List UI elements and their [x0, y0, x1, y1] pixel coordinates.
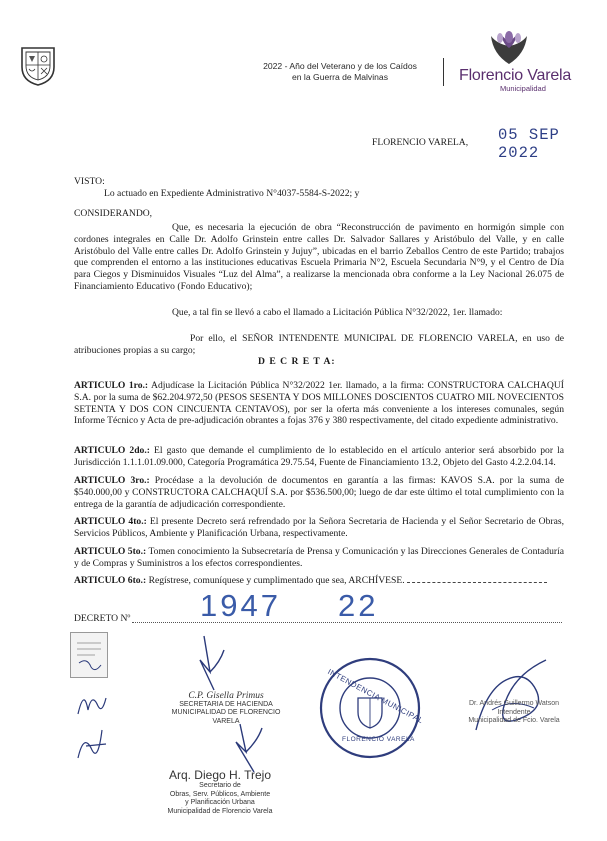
article-6	[74, 575, 564, 587]
header-motto	[242, 61, 438, 82]
municipal-crest	[18, 45, 58, 87]
primus-signature-scribble	[180, 632, 240, 694]
watson-name: Dr. Andrés Guillermo Watson	[469, 700, 559, 707]
considerando-paragraph-3: Por ello, el SEÑOR INTENDENTE MUNICIPAL DE FLORENCIO VARELA, en uso de atribuciones propias a su cargo;	[74, 333, 564, 356]
trejo-role4: Municipalidad de Florencio Varela	[167, 807, 273, 815]
article-5	[74, 546, 564, 570]
seal-bottom-text: FLORENCIO VARELA	[342, 736, 415, 743]
watson-role1: Intendente	[497, 708, 531, 716]
place-label: FLORENCIO VARELA,	[372, 137, 469, 148]
header-motto-line1: 2022 - Año del Veterano y de los Caídos	[263, 61, 417, 71]
article-4	[74, 516, 564, 540]
article-5-label: ARTICULO 5to.:	[74, 546, 147, 557]
decreta-heading: D E C R E T A:	[258, 356, 336, 367]
seal-text: INTENDENCIA MUNICIPAL	[326, 667, 425, 726]
primus-role2: MUNICIPALIDAD DE FLORENCIO VARELA	[171, 709, 281, 725]
article-6-fill-line	[407, 582, 547, 583]
article-2-label: ARTICULO 2do.:	[74, 445, 150, 456]
initial-signature-scribble-1	[70, 680, 110, 720]
article-1-text: Adjudícase la Licitación Pública N°32/2022 1er. llamado, a la firma: CONSTRUCTORA CALCHAQUÍ S.A. por la suma de $62.204.972,50 (PESOS SESENTA Y DOS MILLONES DOSCIENTOS CUATRO MIL NOVECIENTOS SETENTA Y DOS CON CINCUENTA CENTAVOS), por ser la oferta más conveniente a los intereses comunales, según Informe Técnico y Acta de pre-adjudicación obrantes a fojas 376 y 380 respectivamente, del citado expediente administrativo.	[74, 380, 564, 427]
org-name: Florencio Varela	[459, 67, 572, 84]
watson-role2: Municipalidad de Fcio. Varela	[468, 717, 560, 725]
initial-signature-scribble-2	[72, 722, 112, 762]
trejo-role1: Secretario de	[199, 782, 241, 789]
article-3-label: ARTICULO 3ro.:	[74, 475, 150, 486]
trejo-signature-block	[150, 768, 290, 816]
header-divider	[443, 58, 444, 86]
date-stamp: 05 SEP 2022	[498, 126, 560, 162]
watson-signature-block	[454, 700, 574, 726]
initial-stamp-box-1	[70, 632, 108, 678]
article-6-label: ARTICULO 6to.:	[74, 575, 147, 586]
article-1-label: ARTICULO 1ro.:	[74, 380, 149, 391]
article-1	[74, 380, 564, 427]
article-3-text: Procédase a la devolución de documentos en garantía a las firmas: KAVOS S.A. por la suma de $540.000,00 y CONSTRUCTORA CALCHAQUÍ S.A. por $536.500,00; luego de dar este último el total cumplimiento con la entrega de la garantía de adjudicación correspondiente.	[74, 475, 564, 510]
article-5-text: Tomen conocimiento la Subsecretaría de Prensa y Comunicación y las Direcciones Generales de Contaduría y de Compras y Suministros a los efectos correspondientes.	[74, 546, 565, 569]
visto-heading: VISTO:	[74, 176, 105, 187]
org-subtitle: Municipalidad	[500, 84, 546, 93]
considerando-paragraph-2: Que, a tal fin se llevó a cabo el llamado a Licitación Pública N°32/2022, 1er. llamado:	[172, 307, 503, 318]
watson-signature-scribble	[456, 650, 566, 740]
article-4-text: El presente Decreto será refrendado por la Señora Secretaria de Hacienda y el Señor Secretario de Obras, Servicios Públicos, Ambiente y Planificación Urbana, respectivamente.	[74, 516, 564, 539]
article-2	[74, 445, 564, 469]
trejo-name: Arq. Diego H. Trejo	[168, 768, 272, 782]
header-motto-line2: en la Guerra de Malvinas	[291, 71, 388, 82]
considerando-heading: CONSIDERANDO,	[74, 208, 153, 219]
primus-role1: SECRETARIA DE HACIENDA	[179, 700, 273, 708]
considerando-paragraph-1: Que, es necesaria la ejecución de obra “Reconstrucción de pavimento en hormigón simple con cordones integrales en Calle Dr. Adolfo Grinstein entre calles Dr. Salvador Sallares y Aristóbulo del Valle, y en calle Aristóbulo del Valle entre calles Dr. Adolfo Grinstein y Jujuy”, ubicadas en el barrio Zeballos Centro de este Partido; trabajos que comprenden el entorno a las instituciones educativas Escuela Primaria N°2, Escuela Secundaria N°9, y el Centro de Día para Ciegos y Disminuidos Visuales “Luz del Alma”, a realizarse la mencionada obra conforme a la Ley Nacional 26.075 de Financiamiento Educativo (Fondo Educativo);	[74, 222, 564, 292]
trejo-role3: y Planificación Urbana	[185, 799, 255, 807]
article-4-label: ARTICULO 4to.:	[74, 516, 147, 527]
florencio-varela-logo-icon	[487, 30, 531, 68]
visto-text: Lo actuado en Expediente Administrativo N°4037-5584-S-2022; y	[104, 188, 360, 199]
decree-label: DECRETO Nº	[74, 613, 131, 624]
article-3	[74, 475, 564, 510]
decree-year: 22	[338, 588, 379, 623]
trejo-role2: Obras, Serv. Públicos, Ambiente	[169, 790, 271, 798]
primus-name: C.P. Gisella Primus	[188, 691, 264, 701]
article-6-text: Regístrese, comuníquese y cumplimentado que sea, ARCHÍVESE.	[148, 575, 405, 586]
article-2-text: El gasto que demande el cumplimiento de lo establecido en el artículo anterior será absorbido por la Jurisdicción 1.1.1.01.09.000, Categoría Programática 29.75.54, Fuente de Financiamiento 13.2, Objeto del Gasto 4.2.2.04.14.	[74, 445, 564, 468]
decree-number: 1947	[200, 588, 281, 623]
